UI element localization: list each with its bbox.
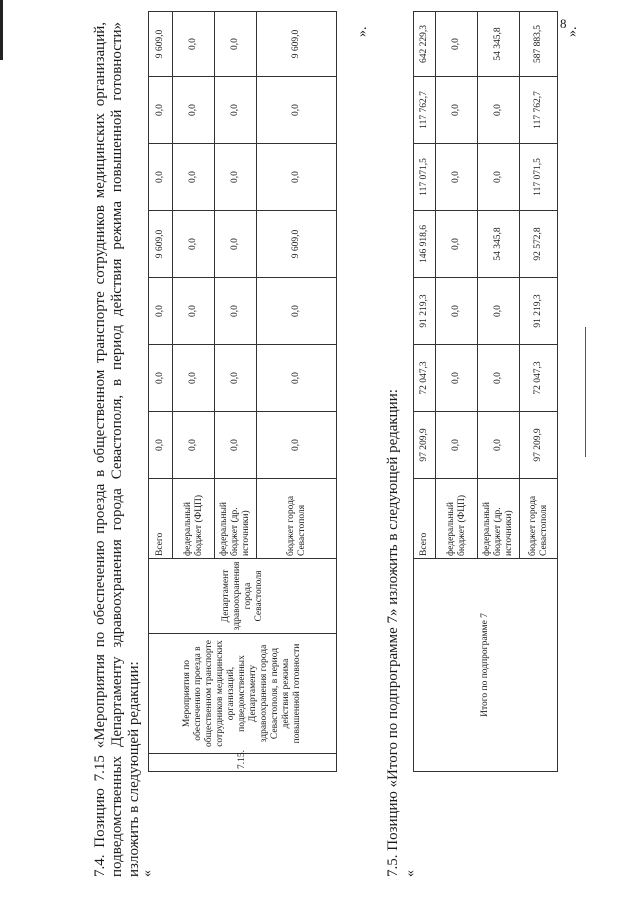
value-cell: 0,0 <box>149 412 173 479</box>
value-cell: 9 609,0 <box>257 12 337 77</box>
value-cell: 0,0 <box>257 144 337 211</box>
quote-close-a: ». <box>355 26 370 37</box>
table-subprogram-7-total <box>413 11 558 772</box>
value-cell: 0,0 <box>436 144 478 211</box>
value-cell: 0,0 <box>478 345 520 412</box>
value-cell: 54 345,8 <box>478 211 520 278</box>
value-cell: 0,0 <box>215 144 257 211</box>
section-7-5-text: 7.5. Позицию «Итого по подпрограмме 7» изложить в следующей редакции: <box>385 389 401 877</box>
value-cell: 54 345,8 <box>478 12 520 77</box>
table-row <box>149 12 173 772</box>
value-cell: 0,0 <box>173 144 215 211</box>
separator-line <box>585 327 586 457</box>
value-cell: 0,0 <box>436 412 478 479</box>
value-cell: 0,0 <box>436 278 478 345</box>
value-cell: 0,0 <box>478 77 520 144</box>
value-cell: 146 918,6 <box>414 211 436 278</box>
value-cell: 0,0 <box>257 345 337 412</box>
quote-open-b: « <box>403 870 418 877</box>
source-label: федеральный бюджет (др. источники) <box>215 479 257 559</box>
value-cell: 9 609,0 <box>257 211 337 278</box>
value-cell: 0,0 <box>257 278 337 345</box>
event-name: Мероприятия по обеспечению проезда в общественном транспорте сотрудников медицинских организаций, подведомственных Департаменту здравоохранения города Севастополя, в период действия режима повышенной готовности <box>149 634 337 754</box>
value-cell: 0,0 <box>436 12 478 77</box>
value-cell: 0,0 <box>173 12 215 77</box>
value-cell: 117 071,5 <box>414 144 436 211</box>
value-cell: 0,0 <box>215 345 257 412</box>
value-cell: 0,0 <box>257 77 337 144</box>
source-label: Всего <box>414 479 436 559</box>
source-label: федеральный бюджет (ФЦП) <box>436 479 478 559</box>
section-7-4-text: 7.4. Позицию 7.15 «Мероприятия по обеспечению проезда в общественном транспорте сотрудников медицинских организаций, подведомственных Департаменту здравоохранения города Севастополя, в период действия режима повышенной готовности» изложить в следующей редакции: <box>92 22 142 877</box>
value-cell: 97 209,9 <box>520 412 558 479</box>
table-row <box>414 12 436 772</box>
quote-close-b: ». <box>565 26 580 37</box>
value-cell: 0,0 <box>215 211 257 278</box>
value-cell: 91 219,3 <box>520 278 558 345</box>
value-cell: 587 883,5 <box>520 12 558 77</box>
value-cell: 0,0 <box>149 77 173 144</box>
value-cell: 9 609,0 <box>149 211 173 278</box>
value-cell: 97 209,9 <box>414 412 436 479</box>
value-cell: 0,0 <box>478 144 520 211</box>
value-cell: 117 762,7 <box>414 77 436 144</box>
value-cell: 91 219,3 <box>414 278 436 345</box>
value-cell: 0,0 <box>149 278 173 345</box>
table-position-7-15 <box>148 11 337 772</box>
value-cell: 92 572,8 <box>520 211 558 278</box>
page-number: 8 <box>560 16 567 31</box>
value-cell: 0,0 <box>149 345 173 412</box>
source-label: бюджет города Севастополя <box>520 479 558 559</box>
value-cell: 9 609,0 <box>149 12 173 77</box>
row-number: 7.15. <box>149 754 337 772</box>
value-cell: 0,0 <box>436 345 478 412</box>
value-cell: 72 047,3 <box>414 345 436 412</box>
value-cell: 0,0 <box>173 412 215 479</box>
value-cell: 0,0 <box>149 144 173 211</box>
value-cell: 0,0 <box>173 211 215 278</box>
value-cell: 0,0 <box>215 12 257 77</box>
value-cell: 0,0 <box>257 412 337 479</box>
source-label: Всего <box>149 479 173 559</box>
value-cell: 0,0 <box>173 278 215 345</box>
source-label: федеральный бюджет (ФЦП) <box>173 479 215 559</box>
value-cell: 117 071,5 <box>520 144 558 211</box>
value-cell: 0,0 <box>173 345 215 412</box>
value-cell: 0,0 <box>436 211 478 278</box>
executor: Департамент здравоохранения города Севастополя <box>149 559 337 634</box>
value-cell: 0,0 <box>436 77 478 144</box>
subprogram-total-label: Итого по подпрограмме 7 <box>414 559 558 772</box>
quote-open-a: « <box>140 870 155 877</box>
value-cell: 0,0 <box>215 278 257 345</box>
value-cell: 642 229,3 <box>414 12 436 77</box>
source-label: бюджет города Севастополя <box>257 479 337 559</box>
value-cell: 0,0 <box>215 412 257 479</box>
value-cell: 72 047,3 <box>520 345 558 412</box>
value-cell: 0,0 <box>478 278 520 345</box>
value-cell: 0,0 <box>215 77 257 144</box>
value-cell: 0,0 <box>173 77 215 144</box>
value-cell: 117 762,7 <box>520 77 558 144</box>
value-cell: 0,0 <box>478 412 520 479</box>
source-label: федеральный бюджет (др. источники) <box>478 479 520 559</box>
